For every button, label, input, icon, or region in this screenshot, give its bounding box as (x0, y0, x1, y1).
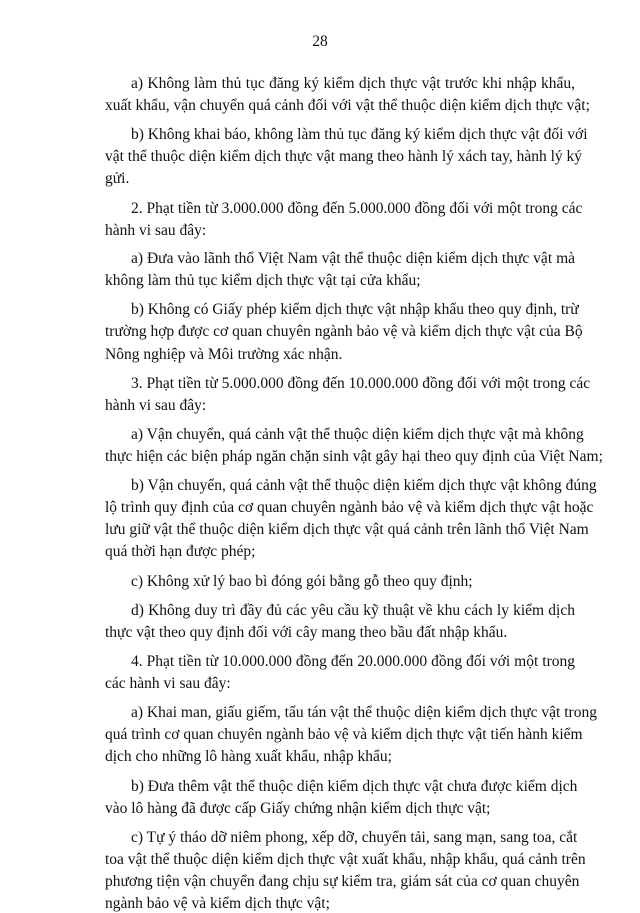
text-line: a) Không làm thủ tục đăng ký kiểm dịch thực vật trước khi nhập khẩu, (131, 75, 575, 92)
text-line: lộ trình quy định của cơ quan chuyên ngành bảo vệ và kiểm dịch thực vật hoặc (105, 498, 594, 516)
text-line: 3. Phạt tiền từ 5.000.000 đồng đến 10.000.000 đồng đối với một trong các (131, 375, 591, 393)
text-line: c) Không xử lý bao bì đóng gói bằng gỗ theo quy định; (131, 572, 473, 590)
text-line: không làm thủ tục kiểm dịch thực vật tại cửa khẩu; (105, 271, 421, 289)
page-number: 28 (312, 33, 328, 50)
text-line: lưu giữ vật thể thuộc diện kiểm dịch thực vật quá cảnh trên lãnh thổ Việt Nam (105, 521, 589, 538)
text-line: b) Không có Giấy phép kiểm dịch thực vật nhập khẩu theo quy định, trừ (131, 301, 579, 319)
text-line: thực vật theo quy định đối với cây mang theo bầu đất nhập khẩu. (105, 624, 508, 642)
text-line: d) Không duy trì đầy đủ các yêu cầu kỹ thuật về khu cách ly kiểm dịch (131, 602, 575, 620)
text-line: các hành vi sau đây: (105, 675, 231, 693)
text-line: quá trình cơ quan chuyên ngành bảo vệ và kiểm dịch thực vật tiến hành kiểm (105, 726, 583, 743)
text-line: Nông nghiệp và Môi trường xác nhận. (105, 345, 343, 363)
text-line: b) Vận chuyển, quá cảnh vật thể thuộc diện kiểm dịch thực vật không đúng (131, 476, 597, 494)
text-line: dịch cho những lô hàng xuất khẩu, nhập khẩu; (105, 748, 392, 766)
text-line: c) Tự ý tháo dỡ niêm phong, xếp dỡ, chuyển tải, sang mạn, sang toa, cắt (131, 828, 578, 846)
text-line: a) Đưa vào lãnh thổ Việt Nam vật thể thuộc diện kiểm dịch thực vật mà (131, 249, 575, 267)
text-line: hành vi sau đây: (105, 397, 207, 415)
text-line: 4. Phạt tiền từ 10.000.000 đồng đến 20.000.000 đồng đối với một trong (131, 653, 575, 671)
text-line: thực hiện các biện pháp ngăn chặn sinh vật gây hại theo quy định của Việt Nam; (105, 448, 603, 466)
text-line: ngành bảo vệ và kiểm dịch thực vật; (105, 895, 330, 912)
text-line: b) Không khai báo, không làm thủ tục đăng ký kiểm dịch thực vật đối với (131, 125, 588, 143)
text-line: toa vật thể thuộc diện kiểm dịch thực vật xuất khẩu, nhập khẩu, quá cảnh trên (105, 850, 586, 868)
text-line: vào lô hàng đã được cấp Giấy chứng nhận kiểm dịch thực vật; (105, 799, 491, 817)
text-line: phương tiện vận chuyển đang chịu sự kiểm tra, giám sát của cơ quan chuyên (105, 872, 580, 890)
text-line: a) Khai man, giấu giếm, tẩu tán vật thể thuộc diện kiểm dịch thực vật trong (131, 703, 597, 721)
text-line: trường hợp được cơ quan chuyên ngành bảo vệ và kiểm dịch thực vật của Bộ (105, 323, 583, 341)
text-line: xuất khẩu, vận chuyển quá cảnh đối với vật thể thuộc diện kiểm dịch thực vật; (105, 97, 590, 115)
text-line: hành vi sau đây: (105, 221, 207, 239)
text-line: b) Đưa thêm vật thể thuộc diện kiểm dịch thực vật chưa được kiểm dịch (131, 777, 578, 795)
text-line: a) Vận chuyển, quá cảnh vật thể thuộc diện kiểm dịch thực vật mà không (131, 425, 584, 443)
text-line: gửi. (105, 170, 130, 188)
text-line: 2. Phạt tiền từ 3.000.000 đồng đến 5.000.000 đồng đối với một trong các (131, 199, 583, 217)
text-line: vật thể thuộc diện kiểm dịch thực vật mang theo hành lý xách tay, hành lý ký (105, 147, 583, 165)
text-line: quá thời hạn được phép; (105, 543, 256, 561)
